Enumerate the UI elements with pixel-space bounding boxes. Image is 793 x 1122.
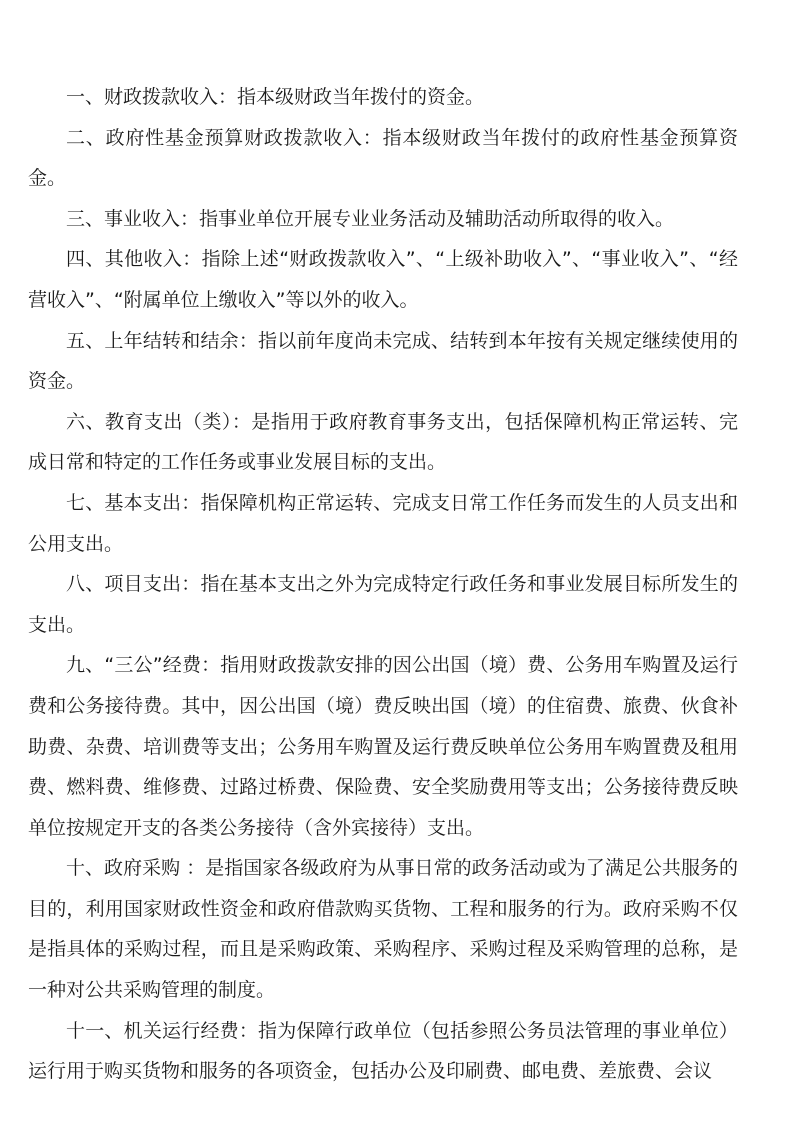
paragraph-basic-expenditure: 七、基本支出：指保障机构正常运转、完成支日常工作任务而发生的人员支出和公用支出。 [28, 491, 738, 555]
paragraph-other-income: 四、其他收入：指除上述“财政拨款收入”、“上级补助收入”、“事业收入”、“经营收入”、“附属单位上缴收入”等以外的收入。 [28, 248, 738, 311]
paragraph-project-expenditure: 八、项目支出：指在基本支出之外为完成特定行政任务和事业发展目标所发生的支出。 [28, 573, 738, 636]
paragraph-government-fund-income: 二、政府性基金预算财政拨款收入：指本级财政当年拨付的政府性基金预算资金。 [28, 126, 738, 190]
paragraph-fiscal-appropriation-income: 一、财政拨款收入：指本级财政当年拨付的资金。 [66, 86, 485, 108]
paragraph-three-public-expenses: 九、“三公”经费：指用财政拨款安排的因公出国（境）费、公务用车购置及运行费和公务接待费。其中，因公出国（境）费反映出国（境）的住宿费、旅费、伙食补助费、杂费、培训费等支出；公务用车购置及运行费反映单位公务用车购置费及租用费、燃料费、维修费、过路过桥费、保险费、安全奖励费用等支出；公务接待费反映单位按规定开支的各类公务接待（含外宾接待）支出。 [28, 654, 738, 839]
paragraph-government-procurement: 十、政府采购 ：是指国家各级政府为从事日常的政务活动或为了满足公共服务的目的，利用国家财政性资金和政府借款购买货物、工程和服务的行为。政府采购不仅是指具体的采购过程，而且是采购政策、采购程序、采购过程及采购管理的总称，是一种对公共采购管理的制度。 [28, 857, 738, 1002]
paragraph-business-income: 三、事业收入：指事业单位开展专业业务活动及辅助活动所取得的收入。 [66, 207, 675, 230]
paragraph-education-expenditure: 六、教育支出（类）：是指用于政府教育事务支出，包括保障机构正常运转、完成日常和特定的工作任务或事业发展目标的支出。 [28, 410, 738, 474]
paragraph-agency-operating-expenses: 十一、机关运行经费：指为保障行政单位（包括参照公务员法管理的事业单位）运行用于购买货物和服务的各项资金，包括办公及印刷费、邮电费、差旅费、会议 [28, 1019, 738, 1083]
paragraph-carryover-balance: 五、上年结转和结余：指以前年度尚未完成、结转到本年按有关规定继续使用的资金。 [28, 329, 738, 393]
document-body [28, 77, 738, 1092]
